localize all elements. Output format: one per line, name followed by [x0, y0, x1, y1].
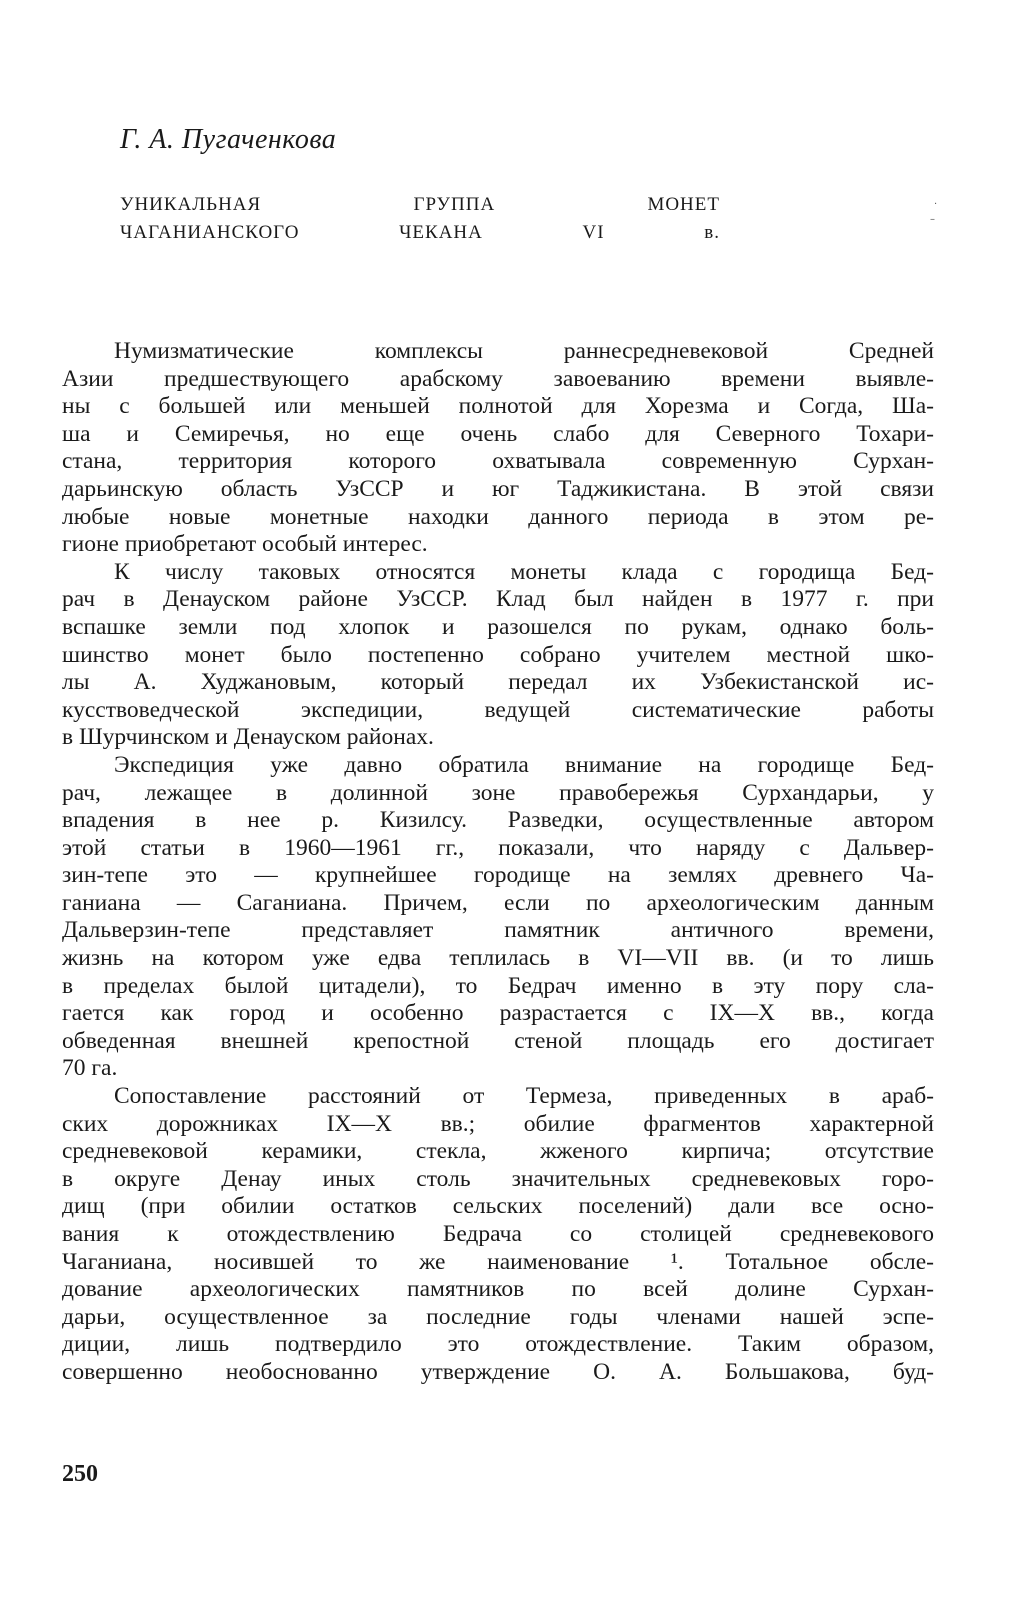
text-line: рач, лежащее в долинной зоне правобережья Сурхандарьи, у — [62, 779, 934, 806]
text-line: Сопоставление расстояний от Термеза, приведенных в араб- — [114, 1083, 934, 1110]
text-line: жизнь на котором уже едва теплилась в VI—VII вв. (и то лишь — [62, 945, 934, 972]
text-line: в округе Денау иных столь значительных средневековых горо- — [62, 1165, 934, 1192]
text-line: лы А. Худжановым, который передал их Узбекистанской ис- — [62, 669, 934, 696]
text-line: К числу таковых относятся монеты клада с городища Бед- — [114, 558, 934, 585]
text-line: зин-тепе это — крупнейшее городище на землях древнего Ча- — [62, 862, 934, 889]
text-line: ша и Семиречья, но еще очень слабо для Северного Тохари- — [62, 420, 934, 447]
text-line: Нумизматические комплексы раннесредневековой Средней — [114, 338, 934, 364]
title-line: УНИКАЛЬНАЯ ГРУППА МОНЕТ — [120, 194, 720, 215]
text-line: впадения в нее р. Кизилсу. Разведки, осуществленные автором — [62, 807, 934, 834]
text-line: гается как город и особенно разрастается с IX—X вв., когда — [62, 1000, 934, 1027]
text-line: ны с большей или меньшей полнотой для Хорезма и Согда, Ша- — [62, 393, 934, 420]
text-line: вания к отождествлению Бедрача со столицей средневекового — [62, 1221, 934, 1247]
text-line: ских дорожниках IX—X вв.; обилие фрагментов характерной — [62, 1110, 934, 1137]
text-line: совершенно необоснованно утверждение О. А. Большакова, буд- — [62, 1358, 934, 1385]
text-line: ганиана — Саганиана. Причем, если по археологическим данным — [62, 889, 934, 916]
text-line: дарьинскую область УзССР и юг Таджикистана. В этой связи — [62, 475, 934, 502]
text-line: кусствоведческой экспедиции, ведущей систематические работы — [62, 696, 934, 723]
title-line: ЧАГАНИАНСКОГО ЧЕКАНА VI в. — [120, 221, 720, 243]
text-line: дарьи, осуществленное за последние годы членами нашей эспе- — [62, 1303, 934, 1330]
text-line: Дальверзин-тепе представляет памятник античного времени, — [62, 917, 934, 944]
text-line: обведенная внешней крепостной стеной площадь его достигает — [62, 1027, 934, 1054]
page-number: 250 — [62, 1461, 98, 1487]
text-line: этой статьи в 1960—1961 гг., показали, что наряду с Дальвер- — [62, 834, 934, 861]
text-line: гионе приобретают особый интерес. — [62, 531, 428, 558]
text-line: стана, территория которого охватывала современную Сурхан- — [62, 448, 934, 475]
margin-mark: . – — [930, 196, 938, 225]
text-line: дищ (при обилии остатков сельских поселений) дали все осно- — [62, 1193, 934, 1220]
text-line: диции, лишь подтвердило это отождествление. Таким образом, — [62, 1331, 934, 1358]
text-line: дование археологических памятников по всей долине Сурхан- — [62, 1276, 934, 1303]
text-line: в Шурчинском и Денауском районах. — [62, 724, 434, 751]
text-line: средневековой керамики, стекла, жженого кирпича; отсутствие — [62, 1138, 934, 1165]
text-line: рач в Денауском районе УзССР. Клад был найден в 1977 г. при — [62, 586, 934, 613]
text-line: вспашке земли под хлопок и разошелся по рукам, однако боль- — [62, 613, 934, 640]
text-line: Экспедиция уже давно обратила внимание на городище Бед- — [114, 751, 934, 778]
text-line: в пределах былой цитадели), то Бедрач именно в эту пору сла- — [62, 972, 934, 999]
article-body — [62, 338, 934, 1387]
text-line: Чаганиана, носившей то же наименование ¹. Тотальное обсле- — [62, 1248, 934, 1275]
article-title — [120, 191, 720, 246]
author-name: Г. А. Пугаченкова — [120, 124, 337, 155]
text-line: Азии предшествующего арабскому завоеванию времени выявле- — [62, 365, 934, 392]
text-line: 70 га. — [62, 1055, 118, 1082]
text-line: любые новые монетные находки данного периода в этом ре- — [62, 503, 934, 530]
text-line: шинство монет было постепенно собрано учителем местной шко- — [62, 641, 934, 668]
